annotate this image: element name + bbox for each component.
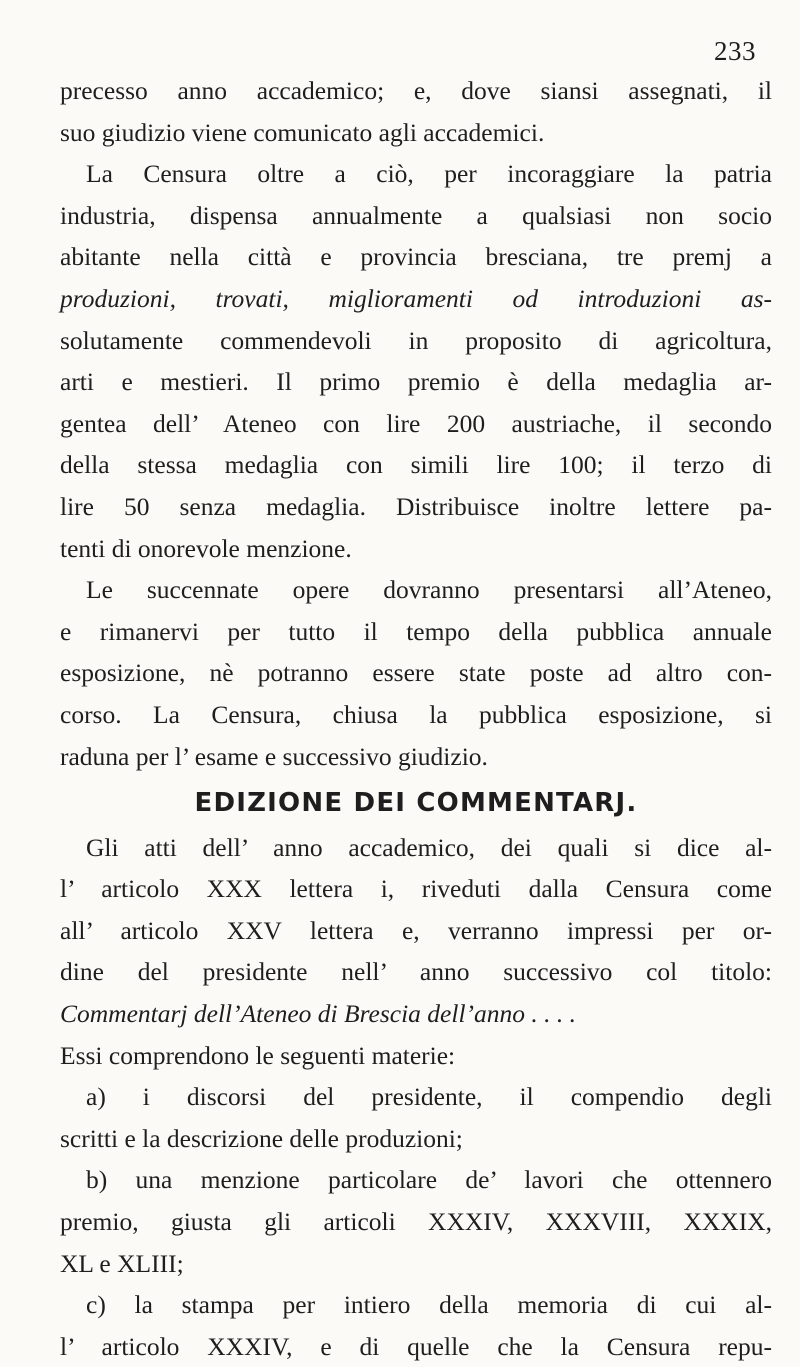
text-line: suo giudizio viene comunicato agli accademici.	[60, 117, 545, 147]
page-number: 233	[714, 36, 756, 66]
text-line: all’ articolo XXV lettera e, verranno impressi per or-	[60, 915, 772, 945]
list-item-a-cont: scritti e la descrizione delle produzioni;	[60, 1123, 463, 1153]
list-item-b-cont: premio, giusta gli articoli XXXIV, XXXVIII, XXXIX,	[60, 1207, 772, 1237]
list-item-b: b) una menzione particolare de’ lavori che ottennero	[86, 1165, 772, 1195]
text-line: arti e mestieri. Il primo premio è della medaglia ar-	[60, 367, 772, 397]
text-line: della stessa medaglia con simili lire 100; il terzo di	[60, 450, 772, 480]
body-text	[60, 70, 772, 1367]
text-line: l’ articolo XXX lettera i, riveduti dalla Censura come	[60, 874, 772, 904]
text-line: dine del presidente nell’ anno successivo col titolo:	[60, 957, 772, 987]
text-line: solutamente commendevoli in proposito di agricoltura,	[60, 325, 772, 355]
list-item-c-cont: l’ articolo XXXIV, e di quelle che la Censura repu-	[60, 1331, 772, 1361]
text-line: raduna per l’ esame e successivo giudizio.	[60, 741, 488, 771]
text-line: esposizione, nè potranno essere state poste ad altro con-	[60, 658, 772, 688]
text-line: gentea dell’ Ateneo con lire 200 austriache, il secondo	[60, 408, 772, 438]
text-line: La Censura oltre a ciò, per incoraggiare la patria	[86, 159, 772, 189]
section-heading: EDIZIONE DEI COMMENTARJ.	[194, 788, 638, 819]
text-line: Essi comprendono le seguenti materie:	[60, 1040, 456, 1070]
text-line: precesso anno accademico; e, dove siansi assegnati, il	[60, 76, 772, 105]
text-line: abitante nella città e provincia bresciana, tre premj a	[60, 242, 772, 272]
text-line: tenti di onorevole menzione.	[60, 533, 352, 563]
text-line: Gli atti dell’ anno accademico, dei quali si dice al-	[86, 832, 772, 862]
list-item-a: a) i discorsi del presidente, il compendio degli	[86, 1082, 772, 1112]
text-line-italic: produzioni, trovati, miglioramenti od introduzioni as-	[60, 283, 772, 313]
list-item-b-end: XL e XLIII;	[60, 1248, 184, 1278]
list-item-c: c) la stampa per intiero della memoria di cui al-	[86, 1290, 772, 1320]
text-line: Le succennate opere dovranno presentarsi all’Ateneo,	[86, 575, 772, 605]
text-line: industria, dispensa annualmente a qualsiasi non socio	[60, 200, 772, 230]
text-line-italic-title: Commentarj dell’Ateneo di Brescia dell’anno . . . .	[60, 999, 577, 1029]
text-line: e rimanervi per tutto il tempo della pubblica annuale	[60, 616, 772, 646]
text-line: corso. La Censura, chiusa la pubblica esposizione, si	[60, 699, 772, 729]
text-line: lire 50 senza medaglia. Distribuisce inoltre lettere pa-	[60, 491, 772, 521]
